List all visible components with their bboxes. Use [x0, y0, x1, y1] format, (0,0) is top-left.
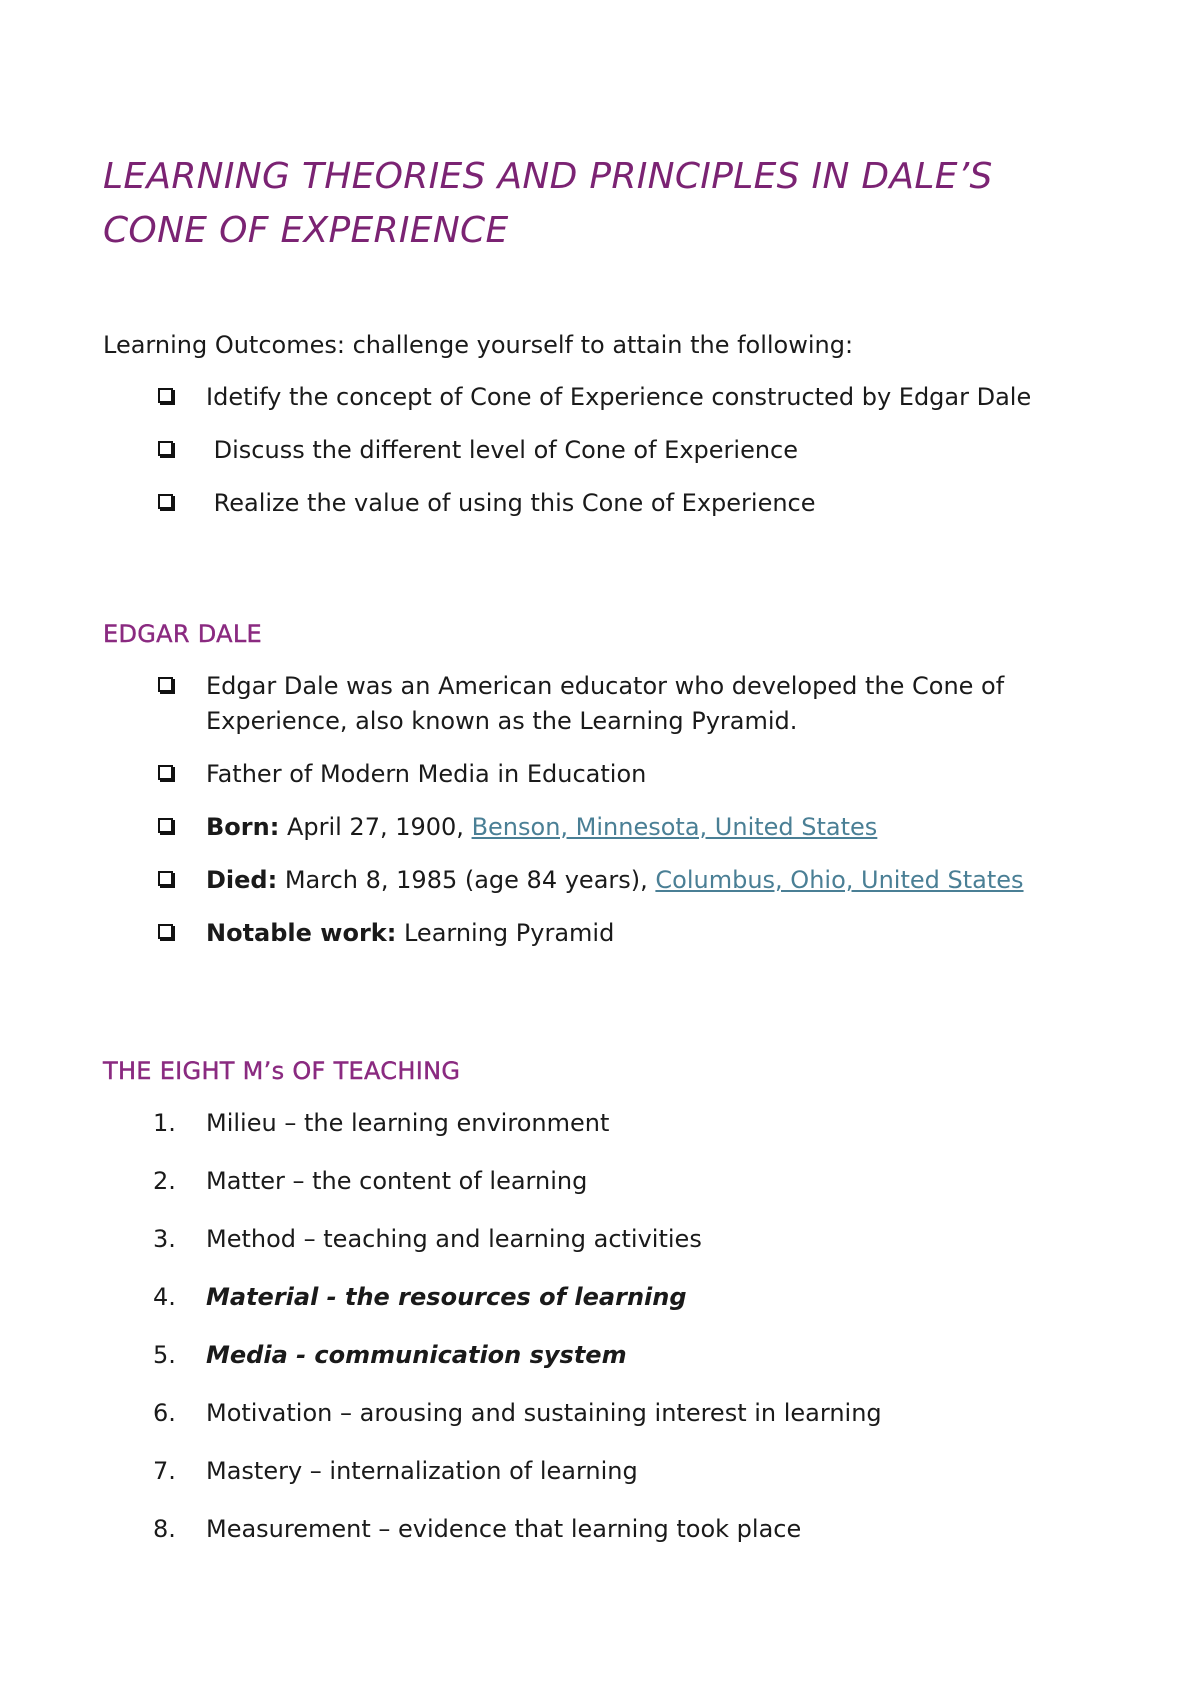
outcome-text: Idetify the concept of Cone of Experience constructed by Edgar Dale	[206, 383, 1032, 411]
checkbox-bullet-icon	[158, 388, 173, 403]
died-label: Died:	[206, 866, 278, 894]
list-item	[103, 916, 1103, 951]
list-item	[103, 669, 1103, 739]
notable-work-text: Learning Pyramid	[396, 919, 615, 947]
list-item-text: Milieu – the learning environment	[206, 1109, 610, 1137]
edgar-dale-heading: EDGAR DALE	[103, 620, 262, 648]
born-place-link[interactable]: Benson, Minnesota, United States	[471, 813, 878, 841]
edgar-father-text: Father of Modern Media in Education	[206, 760, 647, 788]
checkbox-bullet-icon	[158, 494, 173, 509]
learning-outcomes-intro: Learning Outcomes: challenge yourself to attain the following:	[103, 331, 854, 359]
checkbox-bullet-icon	[158, 871, 173, 886]
list-item	[103, 1512, 1103, 1547]
list-item	[103, 1106, 1103, 1141]
list-item	[103, 380, 1103, 415]
list-item	[103, 810, 1103, 845]
list-number: 6.	[153, 1399, 176, 1427]
born-date: April 27, 1900,	[279, 813, 472, 841]
list-item-text: Measurement – evidence that learning took place	[206, 1515, 802, 1543]
died-place-link[interactable]: Columbus, Ohio, United States	[655, 866, 1024, 894]
list-number: 3.	[153, 1225, 176, 1253]
checkbox-bullet-icon	[158, 677, 173, 692]
list-item-text: Material - the resources of learning	[206, 1283, 687, 1311]
edgar-dale-facts-list	[103, 669, 1103, 951]
outcome-text: Discuss the different level of Cone of Experience	[206, 436, 799, 464]
list-number: 2.	[153, 1167, 176, 1195]
list-item	[103, 1222, 1103, 1257]
notable-work-label: Notable work:	[206, 919, 397, 947]
list-item-text: Motivation – arousing and sustaining interest in learning	[206, 1399, 882, 1427]
list-item	[103, 863, 1103, 898]
checkbox-bullet-icon	[158, 441, 173, 456]
list-item	[103, 433, 1103, 468]
eight-ms-heading: THE EIGHT M’s OF TEACHING	[103, 1057, 461, 1085]
eight-ms-list	[103, 1106, 1103, 1547]
list-item-text: Mastery – internalization of learning	[206, 1457, 638, 1485]
list-item	[103, 757, 1103, 792]
checkbox-bullet-icon	[158, 765, 173, 780]
died-date: March 8, 1985 (age 84 years),	[277, 866, 656, 894]
list-number: 4.	[153, 1283, 176, 1311]
list-number: 7.	[153, 1457, 176, 1485]
list-item	[103, 1396, 1103, 1431]
edgar-description: Edgar Dale was an American educator who developed the Cone of Experience, also known as the Learning Pyramid.	[206, 672, 1005, 735]
list-item	[103, 1280, 1103, 1315]
list-item	[103, 1164, 1103, 1199]
checkbox-bullet-icon	[158, 924, 173, 939]
list-item	[103, 486, 1103, 521]
outcome-text: Realize the value of using this Cone of Experience	[206, 489, 816, 517]
list-item-text: Method – teaching and learning activities	[206, 1225, 702, 1253]
list-number: 8.	[153, 1515, 176, 1543]
document-title: LEARNING THEORIES AND PRINCIPLES IN DALE’S CONE OF EXPERIENCE	[103, 156, 993, 251]
born-label: Born:	[206, 813, 280, 841]
list-item	[103, 1338, 1103, 1373]
checkbox-bullet-icon	[158, 818, 173, 833]
list-item-text: Media - communication system	[206, 1341, 627, 1369]
list-number: 5.	[153, 1341, 176, 1369]
list-number: 1.	[153, 1109, 176, 1137]
learning-outcomes-list	[103, 380, 1103, 521]
list-item-text: Matter – the content of learning	[206, 1167, 588, 1195]
list-item	[103, 1454, 1103, 1489]
